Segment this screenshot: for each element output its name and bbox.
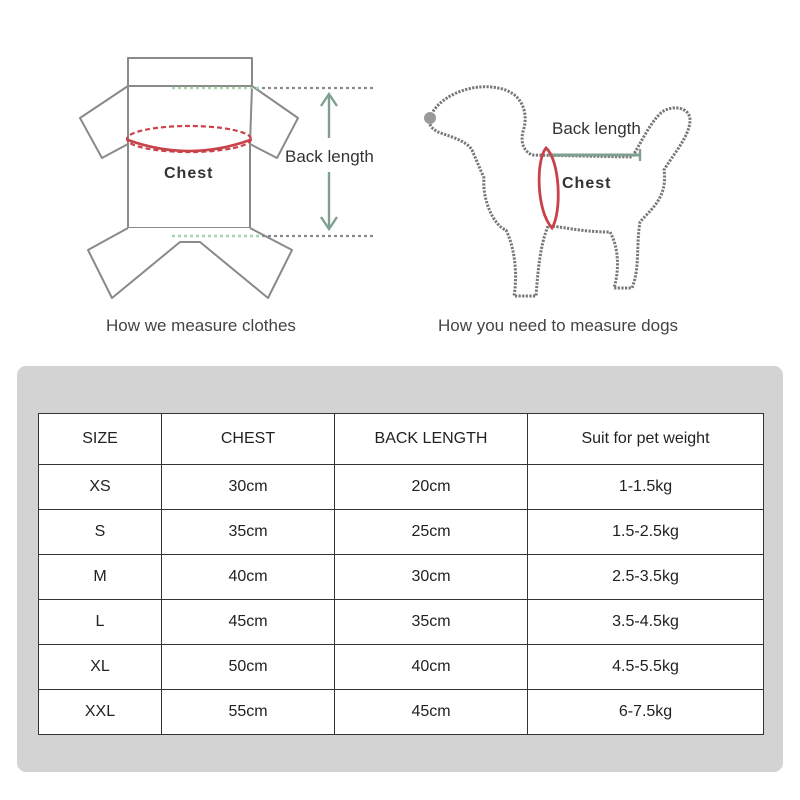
cell-chest: 40cm [162, 555, 335, 600]
cell-pet-weight: 2.5-3.5kg [528, 555, 764, 600]
cell-pet-weight: 1.5-2.5kg [528, 510, 764, 555]
garment-body [128, 86, 252, 228]
cell-size: L [39, 600, 162, 645]
garment-legs [88, 228, 292, 298]
cell-chest: 50cm [162, 645, 335, 690]
cell-back-length: 35cm [335, 600, 528, 645]
cell-pet-weight: 6-7.5kg [528, 690, 764, 735]
cell-back-length: 45cm [335, 690, 528, 735]
dog-measure-caption: How you need to measure dogs [438, 316, 679, 335]
header-pet-weight: Suit for pet weight [528, 414, 764, 465]
cell-chest: 45cm [162, 600, 335, 645]
cell-size: M [39, 555, 162, 600]
garment-left-sleeve [80, 86, 128, 158]
dog-back-length-label: Back length [552, 119, 641, 138]
table-row [39, 510, 764, 555]
table-row [39, 600, 764, 645]
size-chart-table [38, 413, 764, 735]
cell-size: XS [39, 465, 162, 510]
table-row [39, 645, 764, 690]
clothes-measure-caption: How we measure clothes [106, 316, 296, 335]
garment-back-length-label: Back length [285, 147, 374, 166]
dog-nose [424, 112, 436, 124]
header-back-length: BACK LENGTH [335, 414, 528, 465]
cell-back-length: 30cm [335, 555, 528, 600]
cell-pet-weight: 4.5-5.5kg [528, 645, 764, 690]
table-row [39, 555, 764, 600]
garment-chest-label: Chest [164, 165, 214, 182]
cell-chest: 30cm [162, 465, 335, 510]
cell-back-length: 40cm [335, 645, 528, 690]
header-size: SIZE [39, 414, 162, 465]
cell-size: S [39, 510, 162, 555]
cell-chest: 35cm [162, 510, 335, 555]
cell-chest: 55cm [162, 690, 335, 735]
cell-back-length: 20cm [335, 465, 528, 510]
table-row [39, 690, 764, 735]
header-chest: CHEST [162, 414, 335, 465]
cell-back-length: 25cm [335, 510, 528, 555]
table-header-row [39, 414, 764, 465]
measurement-diagram [0, 0, 800, 360]
cell-size: XL [39, 645, 162, 690]
garment-collar [128, 58, 252, 86]
cell-pet-weight: 1-1.5kg [528, 465, 764, 510]
dog-chest-label: Chest [562, 175, 612, 192]
table-row [39, 465, 764, 510]
cell-pet-weight: 3.5-4.5kg [528, 600, 764, 645]
cell-size: XXL [39, 690, 162, 735]
